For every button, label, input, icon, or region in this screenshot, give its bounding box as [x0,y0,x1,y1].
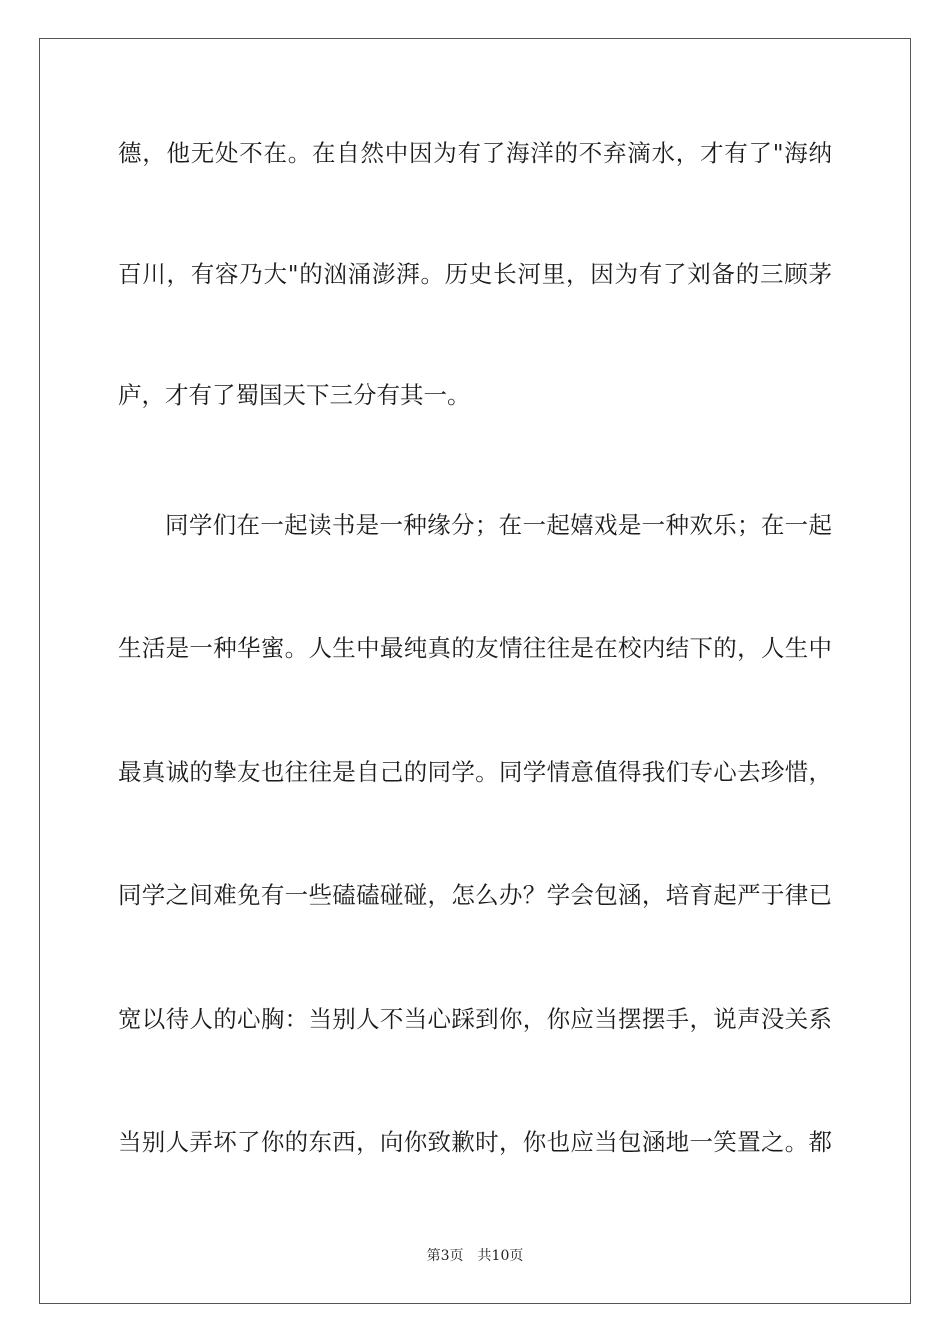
paragraph-first-line: 同学们在一起读书是一种缘分；在一起嬉戏是一种欢乐；在一起 [165,511,832,539]
body-text-line: 最真诚的挚友也往往是自己的同学。同学情意值得我们专心去珍惜， [118,758,832,786]
page-number: 第3页 [426,1248,464,1264]
body-text-line: 生活是一种华蜜。人生中最纯真的友情往往是在校内结下的，人生中 [118,634,832,662]
body-text-line: 百川，有容乃大"的汹涌澎湃。历史长河里，因为有了刘备的三顾茅 [118,260,832,288]
body-text-line: 庐，才有了蜀国天下三分有其一。 [118,381,471,409]
body-text-line: 德，他无处不在。在自然中因为有了海洋的不弃滴水，才有了"海纳 [118,139,832,167]
body-text-line: 同学之间难免有一些磕磕碰碰，怎么办？学会包涵，培育起严于律已 [118,881,832,909]
page-footer [0,1247,950,1265]
body-text-line: 当别人弄坏了你的东西，向你致歉时，你也应当包涵地一笑置之。都 [118,1128,832,1156]
page-total: 共10页 [477,1248,524,1264]
page-border [39,38,911,1304]
body-text-line: 宽以待人的心胸：当别人不当心踩到你，你应当摆摆手，说声没关系 [118,1005,832,1033]
